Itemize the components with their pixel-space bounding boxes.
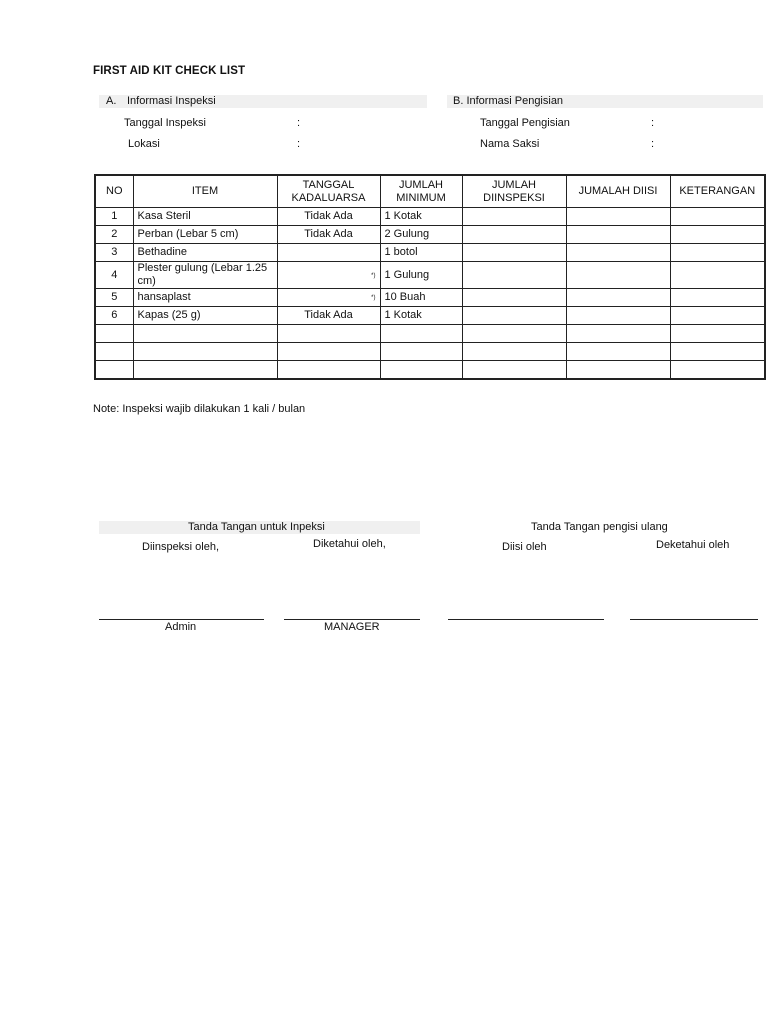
row-filled-cell[interactable] (566, 289, 670, 307)
empty-cell[interactable] (277, 325, 380, 343)
row-expiry: Tidak Ada (277, 307, 380, 325)
tanggal-pengisian-colon: : (651, 117, 655, 129)
row-no: 3 (95, 244, 133, 262)
known-by-label: Diketahui oleh, (313, 538, 386, 550)
checklist-table (94, 174, 766, 380)
inspected-by-label: Diinspeksi oleh, (142, 541, 220, 553)
empty-cell[interactable] (670, 343, 765, 361)
lokasi-label: Lokasi (128, 138, 160, 150)
row-expiry (277, 244, 380, 262)
row-no: 4 (95, 262, 133, 289)
empty-cell[interactable] (133, 361, 277, 380)
row-no: 5 (95, 289, 133, 307)
row-minimum: 2 Gulung (380, 226, 462, 244)
table-row-empty (95, 343, 765, 361)
asterisk-note-mark: *) (371, 272, 376, 279)
empty-cell[interactable] (462, 343, 566, 361)
row-filled-cell[interactable] (566, 244, 670, 262)
header-keterangan: KETERANGAN (670, 175, 765, 208)
header-jumlah-diinspeksi: JUMLAH DIINSPEKSI (462, 175, 566, 208)
tanggal-inspeksi-label: Tanggal Inspeksi (124, 117, 206, 129)
table-row (95, 289, 765, 307)
empty-cell[interactable] (566, 325, 670, 343)
manager-label: MANAGER (324, 621, 380, 633)
row-remarks-cell[interactable] (670, 289, 765, 307)
row-inspected-cell[interactable] (462, 226, 566, 244)
empty-cell[interactable] (670, 325, 765, 343)
row-remarks-cell[interactable] (670, 307, 765, 325)
section-a-title: Informasi Inspeksi (127, 95, 216, 107)
row-inspected-cell[interactable] (462, 262, 566, 289)
row-minimum: 1 botol (380, 244, 462, 262)
empty-cell[interactable] (380, 325, 462, 343)
row-remarks-cell[interactable] (670, 208, 765, 226)
table-row-empty (95, 325, 765, 343)
nama-saksi-label: Nama Saksi (480, 138, 540, 150)
table-row-empty (95, 361, 765, 380)
admin-label: Admin (165, 621, 197, 633)
row-filled-cell[interactable] (566, 226, 670, 244)
row-item: hansaplast (133, 289, 277, 307)
row-filled-cell[interactable] (566, 262, 670, 289)
empty-cell[interactable] (95, 343, 133, 361)
row-inspected-cell[interactable] (462, 289, 566, 307)
asterisk-note-mark: *) (371, 295, 376, 301)
empty-cell[interactable] (133, 325, 277, 343)
row-remarks-cell[interactable] (670, 262, 765, 289)
row-minimum: 1 Kotak (380, 307, 462, 325)
empty-cell[interactable] (133, 343, 277, 361)
row-expiry: Tidak Ada (277, 208, 380, 226)
refill-signature-header: Tanda Tangan pengisi ulang (531, 521, 668, 533)
empty-cell[interactable] (462, 361, 566, 380)
filler-signature-line[interactable] (448, 619, 604, 620)
empty-cell[interactable] (95, 361, 133, 380)
row-inspected-cell[interactable] (462, 244, 566, 262)
manager-signature-line[interactable] (284, 619, 420, 620)
row-inspected-cell[interactable] (462, 307, 566, 325)
empty-cell[interactable] (380, 361, 462, 380)
header-jumlah-diisi: JUMALAH DIISI (566, 175, 670, 208)
row-expiry: Tidak Ada (277, 226, 380, 244)
row-minimum: 10 Buah (380, 289, 462, 307)
tanggal-inspeksi-colon: : (297, 117, 301, 129)
page-title: FIRST AID KIT CHECK LIST (93, 65, 246, 77)
row-filled-cell[interactable] (566, 208, 670, 226)
header-jumlah-minimum: JUMLAH MINIMUM (380, 175, 462, 208)
table-row (95, 262, 765, 289)
table-row (95, 244, 765, 262)
empty-cell[interactable] (566, 361, 670, 380)
row-no: 2 (95, 226, 133, 244)
refill-witness-signature-line[interactable] (630, 619, 758, 620)
row-remarks-cell[interactable] (670, 226, 765, 244)
row-expiry (277, 262, 380, 289)
row-expiry (277, 289, 380, 307)
lokasi-colon: : (297, 138, 301, 150)
known-by-2-label: Deketahui oleh (656, 539, 730, 551)
filled-by-label: Diisi oleh (502, 541, 547, 553)
row-item: Kapas (25 g) (133, 307, 277, 325)
table-row (95, 208, 765, 226)
section-b-title: B. Informasi Pengisian (453, 95, 564, 107)
row-inspected-cell[interactable] (462, 208, 566, 226)
section-a-letter: A. (106, 95, 117, 107)
empty-cell[interactable] (277, 361, 380, 380)
table-header-row (95, 175, 765, 208)
empty-cell[interactable] (95, 325, 133, 343)
table-row (95, 307, 765, 325)
header-no: NO (95, 175, 133, 208)
row-minimum: 1 Gulung (380, 262, 462, 289)
empty-cell[interactable] (670, 361, 765, 380)
row-remarks-cell[interactable] (670, 244, 765, 262)
row-item: Kasa Steril (133, 208, 277, 226)
header-tanggal-kadaluarsa: TANGGAL KADALUARSA (277, 175, 380, 208)
row-no: 1 (95, 208, 133, 226)
nama-saksi-colon: : (651, 138, 655, 150)
row-item: Perban (Lebar 5 cm) (133, 226, 277, 244)
empty-cell[interactable] (462, 325, 566, 343)
empty-cell[interactable] (380, 343, 462, 361)
inspection-signature-header: Tanda Tangan untuk Inpeksi (188, 521, 325, 533)
tanggal-pengisian-label: Tanggal Pengisian (480, 117, 570, 129)
empty-cell[interactable] (277, 343, 380, 361)
row-item: Plester gulung (Lebar 1.25 cm) (133, 262, 277, 289)
header-item: ITEM (133, 175, 277, 208)
inspection-note: Note: Inspeksi wajib dilakukan 1 kali / bulan (93, 403, 306, 415)
row-minimum: 1 Kotak (380, 208, 462, 226)
empty-cell[interactable] (566, 343, 670, 361)
admin-signature-line[interactable] (99, 619, 264, 620)
row-item: Bethadine (133, 244, 277, 262)
row-no: 6 (95, 307, 133, 325)
row-filled-cell[interactable] (566, 307, 670, 325)
table-row (95, 226, 765, 244)
